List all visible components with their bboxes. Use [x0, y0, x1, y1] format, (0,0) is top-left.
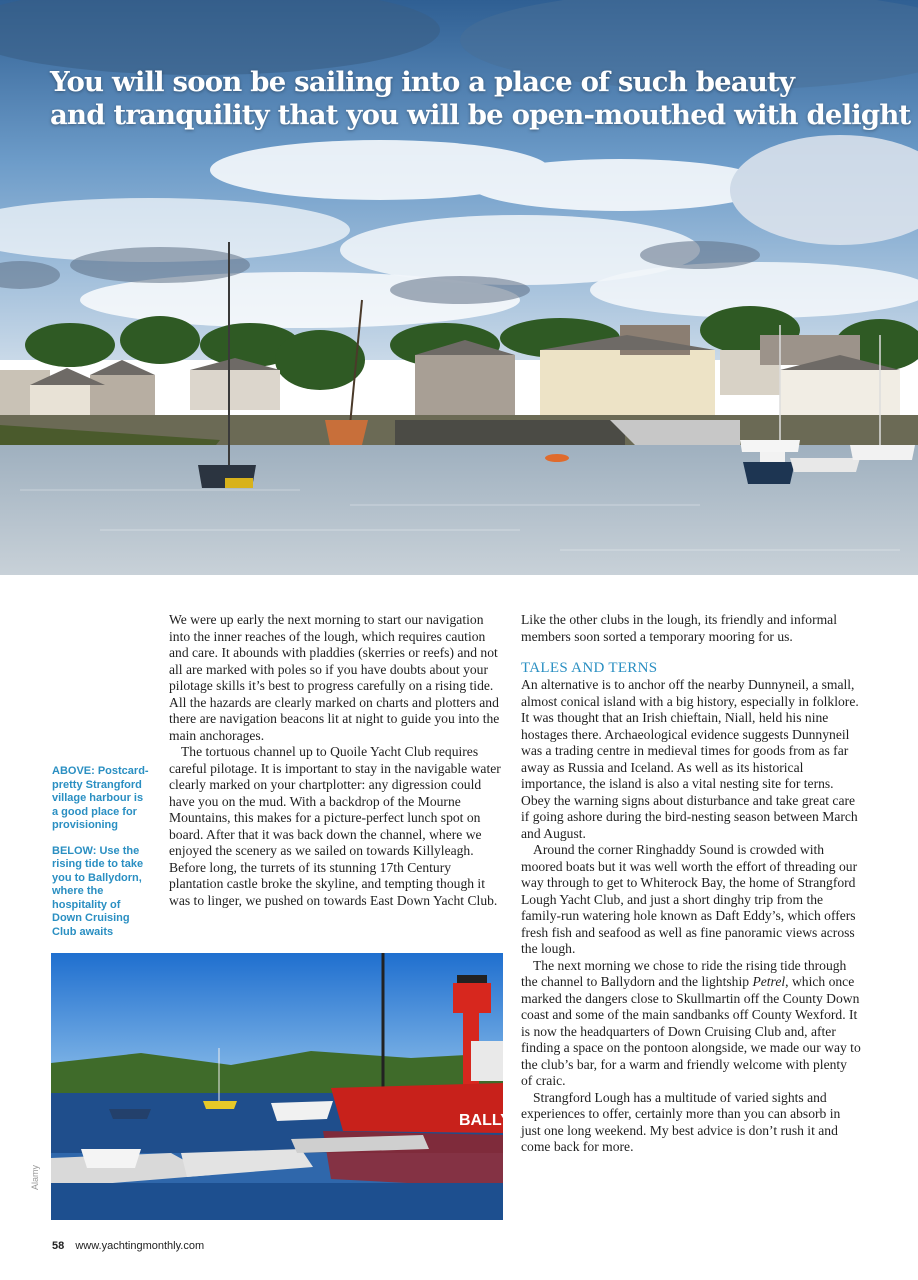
hero-photo-strangford-harbour — [0, 0, 918, 575]
article-paragraph: Like the other clubs in the lough, its friendly and informal members soon sorted a temporary mooring for us. — [521, 612, 837, 644]
headline — [50, 66, 911, 132]
article-paragraph: Strangford Lough has a multitude of varied sights and experiences to offer, certainly more than you can absorb in just one long weekend. My best advice is don’t rush it and come back for more. — [521, 1089, 841, 1154]
website-link[interactable]: www.yachtingmonthly.com — [75, 1240, 205, 1252]
lightship-illustration — [51, 953, 523, 1220]
page-footer — [52, 1240, 204, 1252]
section-subhead: TALES AND TERNS — [521, 660, 658, 676]
article-paragraph: An alternative is to anchor off the nearby Dunnyneil, a small, almost conical island with a big history, especially in folklore. It was thought that an Irish chieftain, Niall, held his nine hostages there. Archaeological evidence suggests Dunnyneil was a trading centre in medieval times for goods from as far away as Russia and Iceland. As well as its historical importance, the island is also a vital nesting site for terns. Obey the warning signs about disturbance and take great care if going ashore during the bird-nesting season between March and August. — [521, 677, 859, 841]
caption-above: ABOVE: Postcard-pretty Strangford village harbour is a good place for provisioning — [52, 765, 149, 831]
headline-line-2: and tranquility that you will be open-mouthed with delight — [50, 99, 911, 131]
photo-credit: Alamy — [30, 1164, 40, 1190]
photo-captions — [52, 765, 152, 951]
article-paragraph: The tortuous channel up to Quoile Yacht Club requires careful pilotage. It is important to stay in the navigable water clearly marked on your chartplotter: any digression could have you on the mud. With a backdrop of the Mourne Mountains, this makes for a picture-perfect lunch spot on board. After that it was back down the channel, where we enjoyed the scenery as we sailed on towards Killyleagh. Before long, the turrets of its stunning 17th Century plantation castle broke the skyline, and tempting though it was to linger, we pushed on towards East Down Yacht Club. — [169, 744, 501, 908]
text-run: , which once marked the dangers close to Skullmartin off the County Down coast and some of the main sandbanks off County Wexford. It is now the headquarters of Down Cruising Club and, after finding a space on the pontoon alongside, we made our way to the club’s bar, for a warm and friendly welcome with plenty of craic. — [521, 974, 861, 1088]
headline-line-1: You will soon be sailing into a place of such beauty — [50, 66, 795, 98]
text-run: The next morning we chose to ride the rising tide through the channel to Ballydorn and the lightship — [521, 957, 847, 989]
article-column-1 — [169, 612, 506, 909]
caption-below: BELOW: Use the rising tide to take you to Ballydorn, where the hospitality of Down Cruising Club awaits — [52, 844, 144, 938]
article-paragraph: Around the corner Ringhaddy Sound is crowded with moored boats but it was well worth the effort of threading our way through to get to Whiterock Bay, the home of Strangford Lough Yacht Club, and just a short dinghy trip from the family-run watering hole known as Daft Eddy’s, which offers fresh fish and seafood as well as fine panoramic views across the lough. — [521, 842, 858, 956]
article-paragraph — [521, 958, 861, 1090]
lightship-petrel-photo — [51, 953, 523, 1220]
vessel-name: Petrel — [752, 974, 786, 989]
article-paragraph: We were up early the next morning to start our navigation into the inner reaches of the lough, which requires caution and care. It abounds with pladdies (skerries or reefs) and not all are marked with poles so if you have doubts about your pilotage skills it’s best to progress carefully on a rising tide. All the hazards are clearly marked on charts and plotters and there are navigation beacons lit at night to guide you into the main anchorages. — [169, 612, 500, 743]
hull-lettering: BALLYD — [459, 1112, 523, 1129]
page-number: 58 — [52, 1240, 65, 1252]
article-column-2 — [521, 612, 861, 1156]
